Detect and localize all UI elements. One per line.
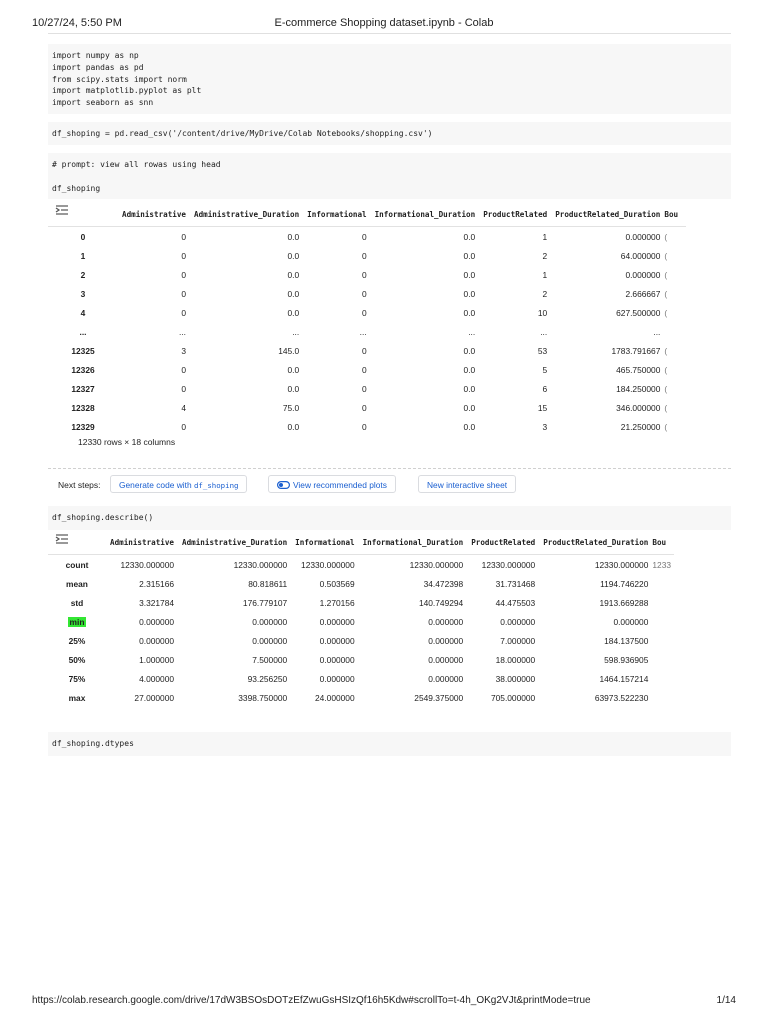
cell: 38.000000: [495, 673, 536, 684]
cell: 465.750000: [616, 364, 661, 375]
column-header-truncated: Bou: [664, 202, 686, 227]
cell: 0.0: [463, 307, 476, 318]
truncated-cell: (: [664, 231, 668, 242]
cell: 6: [542, 383, 548, 394]
generate-code-label: Generate code with: [119, 480, 192, 490]
cell: 0.0: [287, 421, 300, 432]
table-row: [48, 246, 686, 265]
cell: 0.503569: [319, 578, 355, 589]
column-header: ProductRelated_Duration: [551, 202, 664, 227]
generate-code-variable: df_shoping: [193, 481, 239, 490]
cell: 0.000000: [625, 269, 661, 280]
cell: 2.315166: [139, 578, 175, 589]
cell: 27.000000: [134, 692, 175, 703]
cell: 0.0: [463, 288, 476, 299]
cell: 1194.746220: [600, 578, 649, 589]
cell: 176.779107: [242, 597, 288, 608]
cell: 0.000000: [139, 616, 175, 627]
code-read-csv[interactable]: df_shoping = pd.read_csv('/content/drive/MyDrive/Colab Notebooks/shopping.csv'): [52, 129, 433, 138]
cell: 0.0: [463, 345, 476, 356]
print-datetime: 10/27/24, 5:50 PM: [32, 17, 122, 29]
cell: 0: [361, 421, 367, 432]
cell: ...: [292, 326, 300, 337]
cell: 0: [361, 345, 367, 356]
cell: 12330.000000: [233, 559, 288, 570]
code-cell-dtypes[interactable]: [48, 732, 731, 756]
truncated-cell: [652, 669, 674, 688]
column-header: Administrative: [106, 530, 178, 555]
table-header-row: [48, 530, 674, 555]
row-index: 12325: [71, 345, 95, 356]
cell: 1783.791667: [611, 345, 661, 356]
generate-code-button[interactable]: [110, 475, 247, 493]
search-highlight: min: [69, 616, 85, 627]
column-header: Informational_Duration: [359, 530, 468, 555]
cell: 4.000000: [139, 673, 175, 684]
table-row: [48, 669, 674, 688]
cell: ...: [468, 326, 476, 337]
truncated-cell: (: [664, 421, 668, 432]
cell: 0.0: [463, 250, 476, 261]
cell: 21.250000: [620, 421, 661, 432]
row-index: 12329: [71, 421, 95, 432]
print-footer: [32, 995, 736, 1009]
column-header: Informational_Duration: [371, 202, 480, 227]
cell: ...: [540, 326, 548, 337]
head-dataframe-viewport[interactable]: [48, 202, 732, 434]
truncated-cell: (: [664, 402, 668, 413]
table-row-ellipsis: [48, 322, 686, 341]
page-number: 1/14: [716, 995, 736, 1006]
cell: 0.0: [287, 288, 300, 299]
cell: 0.0: [463, 364, 476, 375]
cell: 0.000000: [252, 616, 288, 627]
column-header: Informational: [303, 202, 370, 227]
cell: 4: [181, 402, 187, 413]
cell: 0.0: [287, 250, 300, 261]
header-divider: [48, 33, 731, 34]
cell: 12330.000000: [301, 559, 355, 570]
cell: 0.000000: [428, 654, 464, 665]
code-cell-head[interactable]: [48, 153, 731, 199]
cell: 0: [361, 288, 367, 299]
row-index: 2: [80, 269, 86, 280]
cell: 0: [181, 364, 187, 375]
cell: 0.0: [463, 383, 476, 394]
cell: 145.0: [278, 345, 300, 356]
cell: 0: [181, 288, 187, 299]
cell: 2549.375000: [414, 692, 464, 703]
cell: 1464.157214: [599, 673, 649, 684]
cell: 44.475503: [495, 597, 536, 608]
cell: 0.000000: [319, 673, 355, 684]
cell: 12330.000000: [120, 559, 175, 570]
cell: ...: [359, 326, 367, 337]
cell: 10: [537, 307, 548, 318]
column-header: ProductRelated_Duration: [539, 530, 652, 555]
cell: ...: [653, 326, 661, 337]
table-row: [48, 593, 674, 612]
new-interactive-sheet-button[interactable]: [418, 475, 516, 493]
cell: 0.000000: [428, 635, 464, 646]
cell: 3: [181, 345, 187, 356]
table-row: [48, 360, 686, 379]
cell: 0.000000: [139, 635, 175, 646]
cell: 12330.000000: [409, 559, 464, 570]
truncated-cell: [652, 688, 674, 707]
table-header-row: [48, 202, 686, 227]
cell: 3: [542, 421, 548, 432]
cell: 0.0: [287, 364, 300, 375]
cell: 0.0: [463, 269, 476, 280]
cell: 24.000000: [315, 692, 355, 703]
cell: 140.749294: [418, 597, 464, 608]
cell: 3.321784: [139, 597, 175, 608]
row-index: 50%: [68, 654, 86, 665]
row-index: 12327: [71, 383, 95, 394]
row-index: [48, 612, 106, 631]
cell: 0.000000: [319, 616, 355, 627]
truncated-cell: [664, 322, 686, 341]
cell: 0: [181, 269, 187, 280]
cell: 0.0: [463, 231, 476, 242]
code-head[interactable]: # prompt: view all rowas using head df_shoping: [52, 160, 221, 193]
describe-dataframe: [48, 530, 674, 707]
row-index: 1: [80, 250, 86, 261]
row-index: 25%: [68, 635, 86, 646]
cell: 0: [361, 231, 367, 242]
print-title: E-commerce Shopping dataset.ipynb - Colab: [274, 17, 494, 29]
row-index: count: [65, 559, 89, 570]
column-header: Informational: [291, 530, 358, 555]
cell: 184.250000: [616, 383, 661, 394]
table-row: [48, 227, 686, 247]
table-row: [48, 303, 686, 322]
cell: 0.000000: [428, 616, 464, 627]
cell: 2: [542, 250, 548, 261]
truncated-cell: (: [664, 307, 668, 318]
table-row: [48, 398, 686, 417]
table-row: [48, 688, 674, 707]
code-dtypes[interactable]: df_shoping.dtypes: [52, 739, 134, 748]
cell: 0.000000: [252, 635, 288, 646]
code-cell-describe[interactable]: [48, 506, 731, 530]
row-index: mean: [66, 578, 88, 589]
cell: 93.256250: [247, 673, 288, 684]
cell: 0: [181, 231, 187, 242]
cell: 75.0: [282, 402, 300, 413]
truncated-cell: 1233: [652, 559, 672, 570]
table-row: [48, 574, 674, 593]
cell: 0.000000: [319, 635, 355, 646]
cell: 1: [542, 269, 548, 280]
print-header: [32, 17, 736, 31]
cell: 0: [361, 383, 367, 394]
truncated-cell: (: [664, 269, 668, 280]
column-header: Administrative_Duration: [190, 202, 303, 227]
truncated-cell: (: [664, 383, 668, 394]
cell: 34.472398: [423, 578, 464, 589]
column-header: Administrative: [118, 202, 190, 227]
new-sheet-label: New interactive sheet: [427, 480, 508, 490]
cell: 7.000000: [500, 635, 536, 646]
view-plots-button[interactable]: [268, 475, 396, 493]
cell: 0: [181, 421, 187, 432]
truncated-cell: (: [664, 364, 668, 375]
table-row: [48, 379, 686, 398]
cell: 598.936905: [604, 654, 649, 665]
table-row: [48, 341, 686, 360]
cell: 0: [361, 402, 367, 413]
cell: 5: [542, 364, 548, 375]
index-header: [48, 530, 106, 555]
cell: 0: [361, 269, 367, 280]
cell: 0.0: [463, 421, 476, 432]
code-cell-imports[interactable]: [48, 44, 731, 114]
cell: 0: [361, 250, 367, 261]
cell: 0: [181, 307, 187, 318]
table-row: [48, 612, 674, 631]
cell: 0.000000: [625, 231, 661, 242]
cell: 0: [361, 364, 367, 375]
cell: 12330.000000: [481, 559, 536, 570]
toggle-icon: [277, 481, 290, 489]
dataframe-shape-summary: 12330 rows × 18 columns: [78, 437, 176, 447]
cell: 1: [542, 231, 548, 242]
cell: 0.000000: [613, 616, 649, 627]
cell: 0.0: [287, 231, 300, 242]
table-row: [48, 417, 686, 434]
row-index: 0: [80, 231, 86, 242]
cell: 31.731468: [495, 578, 536, 589]
truncated-cell: [652, 612, 674, 631]
cell: 0: [181, 383, 187, 394]
cell: 1.270156: [319, 597, 355, 608]
table-row: [48, 555, 674, 575]
next-steps-label: Next steps:: [58, 480, 101, 490]
output-divider: [48, 468, 731, 469]
truncated-cell: [652, 574, 674, 593]
index-header: [48, 202, 118, 227]
table-row: [48, 631, 674, 650]
cell: 0.0: [287, 383, 300, 394]
cell: 0.0: [287, 269, 300, 280]
row-index: max: [68, 692, 86, 703]
cell: 184.137500: [604, 635, 649, 646]
cell: 346.000000: [616, 402, 661, 413]
truncated-cell: (: [664, 345, 668, 356]
row-index: std: [70, 597, 84, 608]
cell: 7.500000: [252, 654, 288, 665]
row-index: 3: [80, 288, 86, 299]
cell: 0.000000: [500, 616, 536, 627]
truncated-cell: (: [664, 250, 668, 261]
cell: 18.000000: [495, 654, 536, 665]
cell: 2: [542, 288, 548, 299]
code-imports[interactable]: import numpy as np import pandas as pd from scipy.stats import norm import matplotlib.pyplot as plt import seaborn as snn: [52, 51, 202, 108]
cell: ...: [179, 326, 187, 337]
column-header: Administrative_Duration: [178, 530, 291, 555]
cell: 80.818611: [248, 578, 288, 589]
cell: 0.0: [463, 402, 476, 413]
code-cell-read-csv[interactable]: [48, 122, 731, 145]
table-row: [48, 265, 686, 284]
table-row: [48, 284, 686, 303]
cell: 0.000000: [428, 673, 464, 684]
truncated-cell: [652, 593, 674, 612]
row-index: 12328: [71, 402, 95, 413]
column-header-truncated: Bou: [652, 530, 674, 555]
truncated-cell: [652, 650, 674, 669]
column-header: ProductRelated: [479, 202, 551, 227]
row-index: 4: [80, 307, 86, 318]
truncated-cell: (: [664, 288, 668, 299]
cell: 0: [181, 250, 187, 261]
row-index: 12326: [71, 364, 95, 375]
print-url: https://colab.research.google.com/drive/17dW3BSOsDOTzEfZwuGsHSIzQf16h5Kdw#scrollTo=t-4h_OKg2VJt&printMode=true: [32, 995, 591, 1006]
cell: 0.000000: [319, 654, 355, 665]
cell: 705.000000: [490, 692, 536, 703]
cell: 627.500000: [616, 307, 661, 318]
cell: 53: [537, 345, 548, 356]
head-dataframe: [48, 202, 686, 434]
describe-dataframe-viewport[interactable]: [48, 530, 732, 710]
table-row: [48, 650, 674, 669]
cell: 1.000000: [139, 654, 175, 665]
cell: 64.000000: [620, 250, 661, 261]
cell: 3398.750000: [238, 692, 288, 703]
row-index: ...: [79, 326, 87, 337]
cell: 12330.000000: [594, 559, 649, 570]
truncated-cell: [652, 631, 674, 650]
cell: 15: [537, 402, 548, 413]
row-index: 75%: [68, 673, 86, 684]
cell: 2.666667: [625, 288, 661, 299]
view-plots-label: View recommended plots: [293, 480, 387, 490]
column-header: ProductRelated: [467, 530, 539, 555]
code-describe[interactable]: df_shoping.describe(): [52, 513, 154, 522]
cell: 0: [361, 307, 367, 318]
cell: 0.0: [287, 307, 300, 318]
cell: 63973.522230: [594, 692, 649, 703]
cell: 1913.669288: [599, 597, 649, 608]
